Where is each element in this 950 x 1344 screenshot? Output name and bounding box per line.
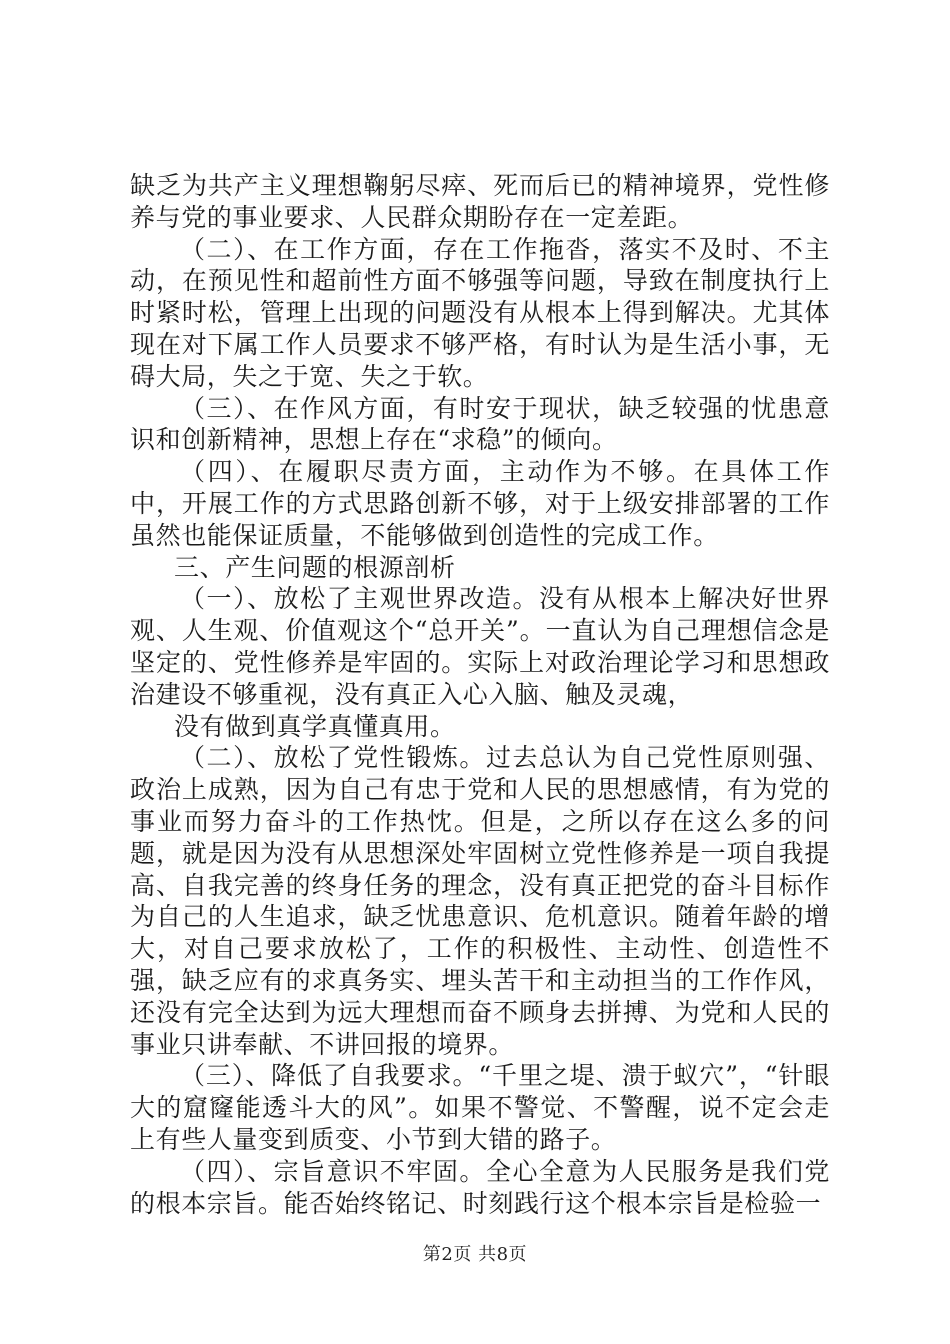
paragraph-cause-two: （二）、放松了党性锻炼。过去总认为自己党性原则强、政治上成熟，因为自己有忠于党和人民的思想感情，有为党的事业而努力奋斗的工作热忱。但是，之所以存在这么多的问题，就是因为没有从思想深处牢固树立党性修养是一项自我提高、自我完善的终身任务的理念，没有真正把党的奋斗目标作为自己的人生追求，缺乏忧患意识、危机意识。随着年龄的增大，对自己要求放松了，工作的积极性、主动性、创造性不强，缺乏应有的求真务实、埋头苦干和主动担当的工作作风，还没有完全达到为远大理想而奋不顾身去拼搏、为党和人民的事业只讲奉献、不讲回报的境界。 xyxy=(130,743,830,1059)
paragraph-cause-four: （四）、宗旨意识不牢固。全心全意为人民服务是我们党的根本宗旨。能否始终铭记、时刻践行这个根本宗旨是检验一 xyxy=(130,1156,830,1218)
paragraph-duty-aspect: （四）、在履职尽责方面，主动作为不够。在具体工作中，开展工作的方式思路创新不够，对于上级安排部署的工作虽然也能保证质量，不能够做到创造性的完成工作。 xyxy=(130,457,830,550)
paragraph-cause-one-tail: 没有做到真学真懂真用。 xyxy=(174,711,456,741)
paragraph-work-aspect: （二）、在工作方面，存在工作拖沓，落实不及时、不主动，在预见性和超前性方面不够强等问题，导致在制度执行上时紧时松，管理上出现的问题没有从根本上得到解决。尤其体现在对下属工作人员要求不够严格，有时认为是生活小事，无碍大局，失之于宽、失之于软。 xyxy=(130,234,830,391)
document-body xyxy=(130,170,830,1219)
paragraph-cause-one: （一）、放松了主观世界改造。没有从根本上解决好世界观、人生观、价值观这个“总开关”。一直认为自己理想信念是坚定的、党性修养是牢固的。实际上对政治理论学习和思想政治建设不够重视，没有真正入心入脑、触及灵魂， xyxy=(130,584,830,709)
section-heading-root-causes: 三、产生问题的根源剖析 xyxy=(174,552,456,582)
paragraph-continuation: 缺乏为共产主义理想鞠躬尽瘁、死而后已的精神境界，党性修养与党的事业要求、人民群众期盼存在一定差距。 xyxy=(130,171,830,232)
paragraph-style-aspect: （三）、在作风方面，有时安于现状，缺乏较强的忧患意识和创新精神，思想上存在“求稳”的倾向。 xyxy=(130,393,830,455)
paragraph-cause-three: （三）、降低了自我要求。“千里之堤、溃于蚁穴”，“针眼大的窟窿能透斗大的风”。如果不警觉、不警醒，说不定会走上有些人量变到质变、小节到大错的路子。 xyxy=(130,1061,830,1154)
page-number-footer: 第2页 共8页 xyxy=(422,1244,528,1265)
